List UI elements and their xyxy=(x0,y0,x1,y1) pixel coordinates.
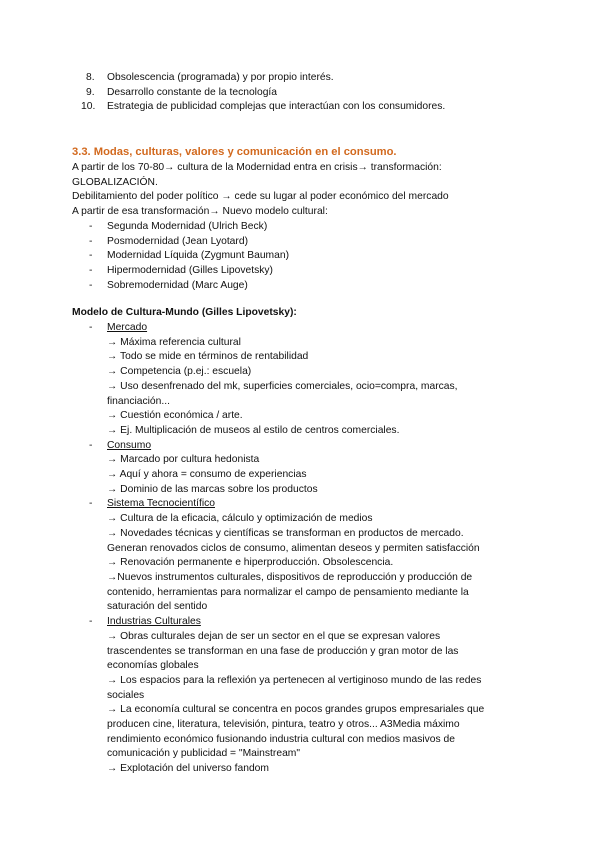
list-text: Desarrollo constante de la tecnología xyxy=(107,86,278,98)
group-line: → Explotación del universo fandom xyxy=(107,763,269,775)
group-industrias-culturales xyxy=(89,615,542,630)
group-line: → Novedades técnicas y científicas se transforman en productos de mercado. xyxy=(107,527,464,539)
group-line: → Ej. Multiplicación de museos al estilo de centros comerciales. xyxy=(107,424,400,436)
group-line: comunicación y publicidad = "Mainstream" xyxy=(107,748,301,760)
list-item xyxy=(89,249,542,264)
list-number: 10. xyxy=(81,101,96,113)
dash-bullet: - xyxy=(89,250,93,262)
section-3-3 xyxy=(72,144,542,777)
dash-bullet: - xyxy=(89,235,93,247)
list-text: Modernidad Líquida (Zygmunt Bauman) xyxy=(107,250,290,262)
list-text: Posmodernidad (Jean Lyotard) xyxy=(107,235,248,247)
paragraph: Debilitamiento del poder político → cede su lugar al poder económico del mercado xyxy=(72,191,449,203)
list-item xyxy=(86,86,566,101)
group-line: → Obras culturales dejan de ser un sector en el que se expresan valores xyxy=(107,630,441,642)
cultura-mundo-title: Modelo de Cultura-Mundo (Gilles Lipovetsky): xyxy=(72,307,297,319)
numbered-list xyxy=(81,71,566,115)
group-label: Consumo xyxy=(107,439,152,451)
list-text: Obsolescencia (programada) y por propio interés. xyxy=(107,72,334,83)
list-item xyxy=(81,100,566,115)
cultural-models-list xyxy=(89,220,542,294)
paragraph: A partir de esa transformación→ Nuevo modelo cultural: xyxy=(72,206,328,218)
dash-bullet: - xyxy=(89,264,93,276)
group-line: → Renovación permanente e hiperproducción. Obsolescencia. xyxy=(107,557,394,569)
dash-bullet: - xyxy=(89,439,93,451)
group-line: contenido, herramientas para normalizar el campo de pensamiento mediante la xyxy=(107,586,469,598)
list-text: Hipermodernidad (Gilles Lipovetsky) xyxy=(107,264,273,276)
group-line: → Aquí y ahora = consumo de experiencias xyxy=(107,469,307,481)
group-line: → Uso desenfrenado del mk, superficies comerciales, ocio=compra, marcas, xyxy=(107,380,458,392)
paragraph: GLOBALIZACIÓN. xyxy=(72,176,158,188)
group-line: → Competencia (p.ej.: escuela) xyxy=(107,366,252,378)
group-line: economías globales xyxy=(107,660,199,672)
group-label: Industrias Culturales xyxy=(107,616,201,628)
group-line: Generan renovados ciclos de consumo, alimentan deseos y permiten satisfacción xyxy=(107,542,480,554)
group-mercado-lines xyxy=(107,336,542,439)
section-heading: 3.3. Modas, culturas, valores y comunicación en el consumo. xyxy=(72,146,397,158)
group-line: → Todo se mide en términos de rentabilidad xyxy=(107,351,309,363)
paragraph: A partir de los 70-80→ cultura de la Modernidad entra en crisis→ transformación: xyxy=(72,162,442,173)
list-text: Sobremodernidad (Marc Auge) xyxy=(107,279,248,291)
group-line: rendimiento económico fusionando industria cultural con medios masivos de xyxy=(107,733,455,745)
list-number: 9. xyxy=(86,86,95,98)
group-line: → Máxima referencia cultural xyxy=(107,336,241,348)
list-number: 8. xyxy=(86,72,95,83)
group-consumo-lines xyxy=(107,453,542,497)
group-industrias-lines xyxy=(107,630,542,777)
group-line: sociales xyxy=(107,689,145,701)
dash-bullet: - xyxy=(89,220,93,232)
group-label: Sistema Tecnocientífico xyxy=(107,498,215,510)
dash-bullet: - xyxy=(89,322,93,334)
group-sistema-tecnocientifico xyxy=(89,497,542,512)
group-line: → Marcado por cultura hedonista xyxy=(107,454,260,466)
group-line: financiación... xyxy=(107,395,170,407)
group-line: trascendentes se transforman en una fase de producción y gran motor de las xyxy=(107,645,459,657)
list-item xyxy=(89,279,542,294)
group-line: → Cultura de la eficacia, cálculo y optimización de medios xyxy=(107,513,373,525)
group-line: → Dominio de las marcas sobre los productos xyxy=(107,483,318,495)
group-consumo xyxy=(89,439,542,454)
group-line: → Cuestión económica / arte. xyxy=(107,410,243,422)
dash-bullet: - xyxy=(89,616,93,628)
group-line: producen cine, literatura, televisión, pintura, teatro y otros... A3Media máximo xyxy=(107,719,460,731)
list-item xyxy=(89,220,542,235)
group-line: →Nuevos instrumentos culturales, dispositivos de reproducción y producción de xyxy=(107,571,473,583)
list-item xyxy=(89,235,542,250)
group-mercado xyxy=(89,321,542,336)
list-item xyxy=(89,264,542,279)
list-text: Estrategia de publicidad complejas que interactúan con los consumidores. xyxy=(107,101,446,113)
group-label: Mercado xyxy=(107,322,148,334)
dash-bullet: - xyxy=(89,279,93,291)
group-line: saturación del sentido xyxy=(107,601,208,613)
group-line: → La economía cultural se concentra en pocos grandes grupos empresariales que xyxy=(107,704,485,716)
dash-bullet: - xyxy=(89,498,93,510)
list-item xyxy=(86,71,566,86)
group-line: → Los espacios para la reflexión ya pertenecen al vertiginoso mundo de las redes xyxy=(107,674,482,686)
group-sistema-lines xyxy=(107,512,542,615)
list-text: Segunda Modernidad (Ulrich Beck) xyxy=(107,220,268,232)
